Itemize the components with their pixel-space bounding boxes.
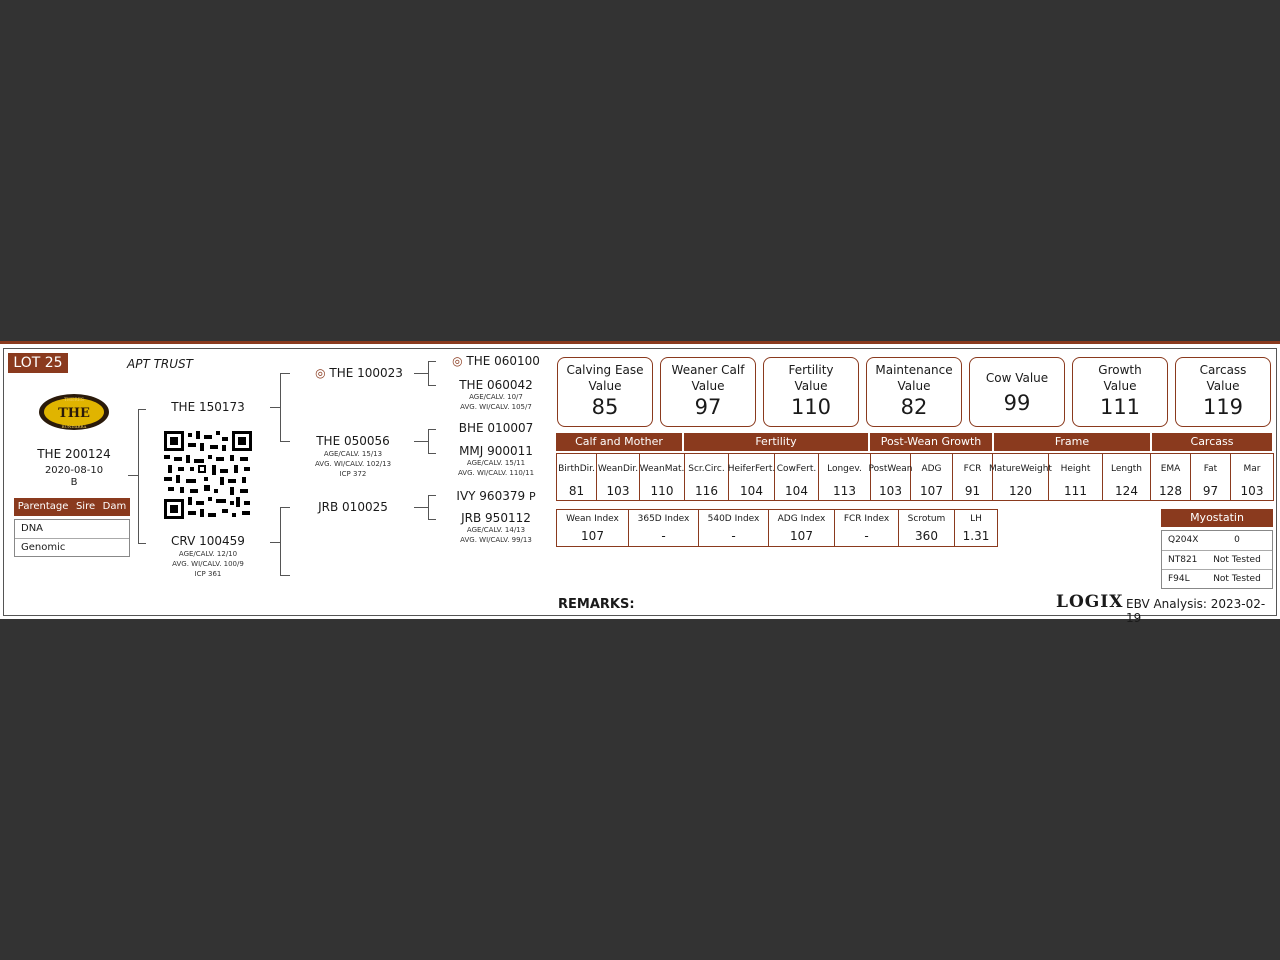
sd-dam-id: MMJ 900011 [459,444,533,458]
logo-bottom-text: BUNDARRA [61,424,87,429]
logo-main-text: THE [58,406,90,421]
ebv-wean-mat: Wean Mat. 110 [640,454,685,500]
value-box-growth [1072,357,1168,427]
value-box-maintenance [866,357,962,427]
sire-dam-id: THE 050056 [316,434,390,448]
myostatin-header: Myostatin [1161,509,1273,527]
value-label: Calving Ease [566,363,644,377]
group-frame: Frame [994,433,1150,451]
herd-logo [38,393,110,431]
ebv-birth-dir: Birth Dir. 81 [557,454,597,500]
sire-dam-icp: ICP 372 [339,470,367,478]
value-label: Cow Value [985,371,1049,385]
remarks-label: REMARKS: [558,597,635,612]
ebv-longev: Longev. 113 [819,454,871,500]
index-adg: ADG Index 107 [769,510,835,546]
ds-dam-avg: AVG. WI/CALV. 99/13 [460,536,532,544]
value-label: Growth [1098,363,1142,377]
value-label: Value [588,379,622,393]
ss-sire-id [444,354,548,368]
value-label: Value [794,379,828,393]
dam-id: CRV 100459 [171,534,245,548]
animal-sex: B [70,477,78,488]
group-calf-mother: Calf and Mother [556,433,682,451]
ebv-table [556,453,1274,501]
value-label: Value [1206,379,1240,393]
ebv-group-header [556,433,1274,451]
ebv-mature-weight: Mature Weight 120 [993,454,1049,500]
value-number: 99 [1003,391,1031,415]
ebv-cow-fert: Cow Fert. 104 [775,454,819,500]
ds-dam-age: AGE/CALV. 14/13 [466,526,526,534]
value-label: Value [897,379,931,393]
ebv-post-wean: Post Wean 103 [871,454,911,500]
value-number: 85 [591,395,619,419]
parentage-label: Parentage [17,501,69,512]
parentage-sire: Sire [75,501,96,512]
ds-sire-name: IVY 960379 [456,489,526,503]
value-box-fertility [763,357,859,427]
ss-dam-avg: AVG. WI/CALV. 105/7 [460,403,532,411]
value-label: Maintenance [875,363,953,377]
target-icon: ◎ [452,354,463,368]
value-number: 110 [790,395,832,419]
lot-badge: LOT 25 [8,353,68,373]
test-list [14,519,130,557]
logo-top-text: THERES [64,398,84,403]
ebv-mar: Mar 103 [1240,463,1264,498]
value-box-carcass [1175,357,1271,427]
value-label: Weaner Calf [671,363,745,377]
animal-id: THE 200124 [37,447,111,461]
sire-dam-avg: AVG. WI/CALV. 102/13 [314,460,392,468]
ebv-ema: EMA 128 [1151,454,1191,500]
ebv-adg: ADG 107 [911,454,953,500]
index-table [556,509,998,547]
myostatin-row: NT821 Not Tested [1162,550,1272,569]
group-carcass: Carcass [1152,433,1272,451]
sd-dam-avg: AVG. WI/CALV. 110/11 [457,469,535,477]
group-post-wean-growth: Post-Wean Growth [870,433,992,451]
ebv-wean-dir: Wean Dir. 103 [597,454,640,500]
lot-card-frame [3,348,1277,625]
sd-dam-age: AGE/CALV. 15/11 [466,459,526,467]
value-number: 119 [1202,395,1244,419]
logix-logo: LOGIX [1056,592,1124,612]
value-number: 111 [1099,395,1141,419]
ss-dam-id: THE 060042 [459,378,533,392]
sire-sire-name: THE 100023 [329,366,403,380]
sire-id: THE 150173 [171,400,245,414]
group-fertility: Fertility [684,433,868,451]
dam-icp: ICP 361 [194,570,222,578]
ds-sire-id [444,489,548,503]
value-box-weaner-calf [660,357,756,427]
ebv-length: Length 124 [1103,454,1151,500]
value-number: 97 [694,395,722,419]
dam-age: AGE/CALV. 12/10 [178,550,238,558]
ebv-height: Height 111 [1049,454,1103,500]
target-icon: ◎ [315,366,326,380]
ebv-heifer-fert: Heifer Fert. 104 [729,454,775,500]
dam-sire-id: JRB 010025 [318,500,388,514]
myostatin-table [1161,530,1273,589]
parentage-header [14,498,130,516]
value-box-calving-ease [557,357,653,427]
parentage-dam: Dam [102,501,127,512]
ebv-fcr: FCR 91 [953,454,993,500]
ds-sire-flag: P [528,490,536,503]
sire-dam-age: AGE/CALV. 15/13 [323,450,383,458]
myostatin-row: F94L Not Tested [1162,569,1272,588]
value-number: 82 [900,395,928,419]
index-scrotum: Scrotum 360 [899,510,955,546]
sire-sire-id [304,366,414,380]
value-box-cow [969,357,1065,427]
lot-card [0,341,1280,625]
ss-sire-name: THE 060100 [466,354,540,368]
value-label: Value [1103,379,1137,393]
index-lh: LH 1.31 [962,514,990,543]
test-genomic: Genomic [15,538,129,556]
myostatin-row: Q204X 0 [1168,535,1240,545]
index-fcr: FCR Index - [835,510,899,546]
value-label: Fertility [788,363,834,377]
index-365d: 365D Index - [629,510,699,546]
owner-name: APT TRUST [127,357,193,371]
value-label: Value [691,379,725,393]
animal-dob: 2020-08-10 [44,465,104,476]
ebv-scr-circ: Scr. Circ. 116 [685,454,729,500]
ebv-fat: Fat 97 [1191,454,1231,500]
test-dna: DNA [21,523,44,534]
index-wean: Wean Index 107 [557,510,629,546]
index-540d: 540D Index - [699,510,769,546]
value-label: Carcass [1199,363,1247,377]
sd-sire-id: BHE 010007 [458,421,534,435]
ds-dam-id: JRB 950112 [461,511,531,525]
dam-avg: AVG. WI/CALV. 100/9 [172,560,244,568]
qr-code[interactable] [164,431,252,519]
analysis-date: EBV Analysis: 2023-02-19 [1126,597,1266,625]
ss-dam-age: AGE/CALV. 10/7 [469,393,523,401]
